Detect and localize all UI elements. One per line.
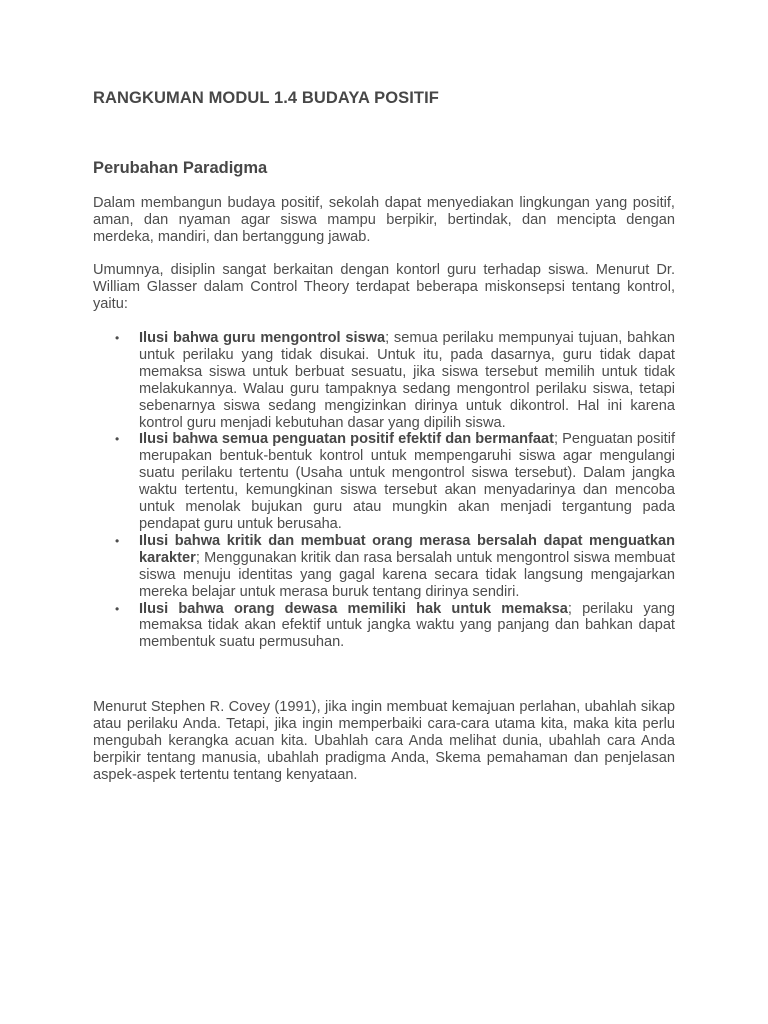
list-item xyxy=(93,330,675,431)
list-item xyxy=(93,533,675,601)
bullet-term: Ilusi bahwa guru mengontrol siswa xyxy=(139,330,386,346)
section-heading: Perubahan Paradigma xyxy=(93,159,268,177)
bullet-text: ; Penguatan positif merupakan bentuk-bentuk kontrol untuk mempengaruhi siswa agar mengulangi suatu perilaku tertentu (Usaha untuk mengontrol siswa tersebut). Dalam jangka waktu tertentu, kemungkinan siswa tersebut akan menyadarinya dan mencoba untuk menolak bujukan guru atau mungkin akan menjadi tergantung pada pendapat guru untuk berusaha. xyxy=(139,431,676,532)
list-item xyxy=(93,601,675,652)
bullet-text: ; perilaku yang memaksa tidak akan efektif untuk jangka waktu yang panjang dan bahkan dapat membentuk suatu permusuhan. xyxy=(139,600,675,651)
bullet-icon: • xyxy=(115,601,120,616)
bullet-text: ; Menggunakan kritik dan rasa bersalah untuk mengontrol siswa membuat siswa menuju identitas yang gagal karena secara tidak langsung mengajarkan mereka belajar untuk merasa buruk tentang dirinya sendiri. xyxy=(139,549,675,600)
intro-paragraph: Dalam membangun budaya positif, sekolah dapat menyediakan lingkungan yang positif, aman, dan nyaman agar siswa mampu berpikir, bertindak, dan mencipta dengan merdeka, mandiri, dan bertanggung jawab. xyxy=(93,195,675,245)
document-title: RANGKUMAN MODUL 1.4 BUDAYA POSITIF xyxy=(93,89,439,107)
discipline-paragraph: Umumnya, disiplin sangat berkaitan dengan kontorl guru terhadap siswa. Menurut Dr. William Glasser dalam Control Theory terdapat beberapa miskonsepsi tentang kontrol, yaitu: xyxy=(93,262,675,312)
covey-paragraph: Menurut Stephen R. Covey (1991), jika ingin membuat kemajuan perlahan, ubahlah sikap atau perilaku Anda. Tetapi, jika ingin memperbaiki cara-cara utama kita, maka kita perlu mengubah kerangka acuan kita. Ubahlah cara Anda melihat dunia, ubahlah cara Anda berpikir tentang manusia, ubahlah pradigma Anda, Skema pemahaman dan penjelasan aspek-aspek tertentu tentang kenyataan. xyxy=(93,699,675,783)
bullet-icon: • xyxy=(115,331,120,345)
bullet-icon: • xyxy=(115,432,120,447)
list-item xyxy=(93,431,675,532)
misconception-list xyxy=(93,330,675,651)
bullet-term: Ilusi bahwa kritik dan membuat orang merasa bersalah dapat menguatkan karakter xyxy=(139,532,675,566)
bullet-term: Ilusi bahwa orang dewasa memiliki hak untuk memaksa xyxy=(139,600,568,617)
bullet-term: Ilusi bahwa semua penguatan positif efektif dan bermanfaat xyxy=(139,431,554,448)
bullet-icon: • xyxy=(115,533,120,548)
bullet-text: ; semua perilaku mempunyai tujuan, bahkan untuk perilaku yang tidak disukai. Untuk itu, pada dasarnya, guru tidak dapat memaksa siswa untuk berbuat sesuatu, jika siswa tersebut memilih untuk tidak melakukannya. Walau guru tampaknya sedang mengontrol perilaku siswa, tetapi sebenarnya siswa sedang mengizinkan dirinya untuk dikontrol. Hal ini karena kontrol guru menjadi kebutuhan dasar yang dipilih siswa. xyxy=(139,330,675,431)
